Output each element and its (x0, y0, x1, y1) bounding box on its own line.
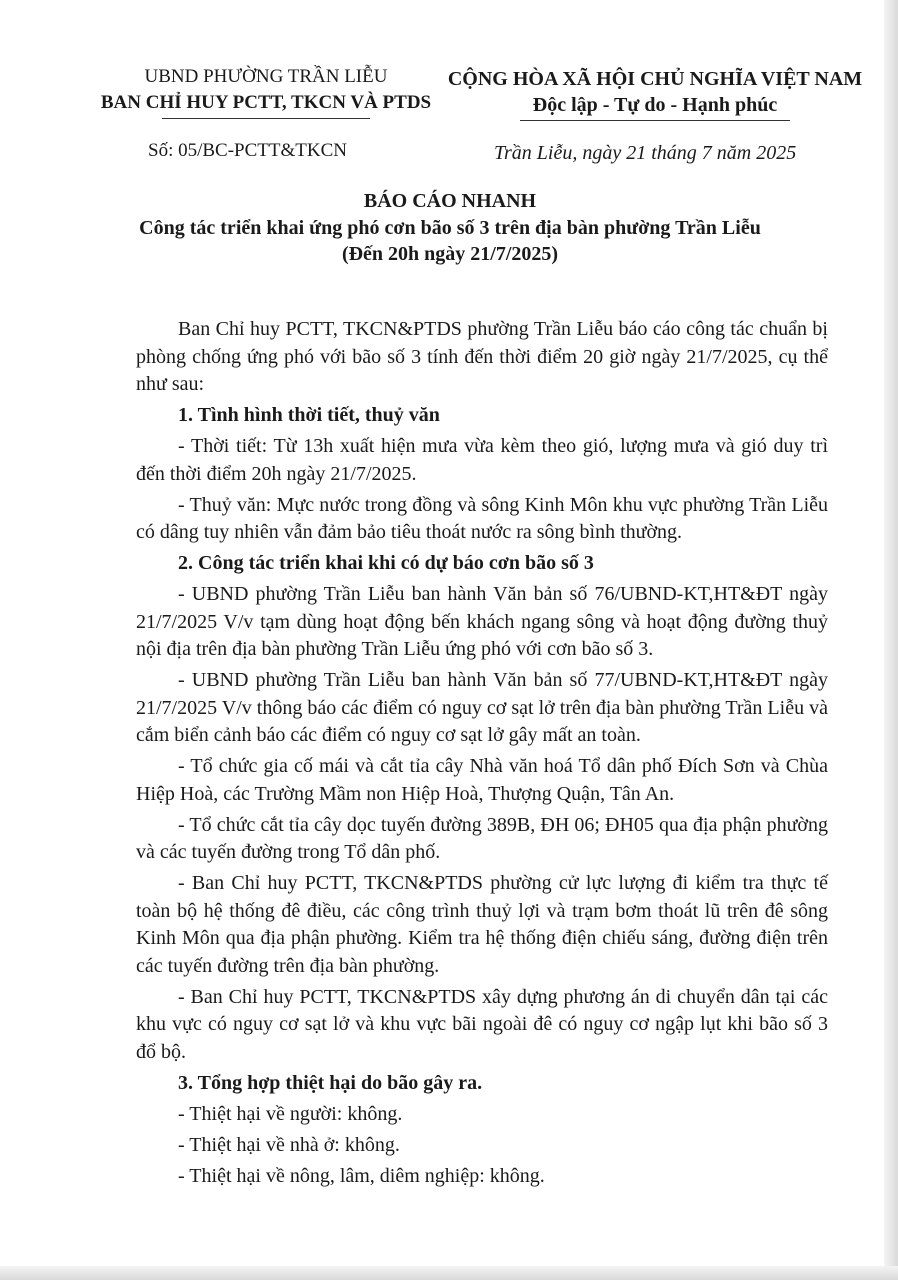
national-motto: Độc lập - Tự do - Hạnh phúc (532, 94, 778, 116)
page-shadow-bottom (0, 1266, 898, 1280)
hydrology-paragraph: - Thuỷ văn: Mực nước trong đồng và sông Kinh Môn khu vực phường Trần Liễu có dâng tuy nhiên vẫn đảm bảo tiêu thoát nước ra sông bình thường. (136, 493, 828, 543)
report-subtitle: Công tác triển khai ứng phó cơn bão số 3 trên địa bàn phường Trần Liễu (139, 217, 761, 239)
damage-agriculture: - Thiệt hại về nông, lâm, diêm nghiệp: không. (178, 1164, 545, 1187)
damage-housing: - Thiệt hại về nhà ở: không. (178, 1133, 400, 1156)
issuing-authority: UBND PHƯỜNG TRẦN LIỄU (144, 66, 388, 87)
document-number: Số: 05/BC-PCTT&TKCN (148, 140, 347, 161)
evacuation-paragraph: - Ban Chỉ huy PCTT, TKCN&PTDS xây dựng phương án di chuyển dân tại các khu vực có nguy cơ sạt lở và khu vực bãi ngoài đê có nguy cơ ngập lụt khi bão số 3 đổ bộ. (136, 985, 828, 1063)
weather-paragraph: - Thời tiết: Từ 13h xuất hiện mưa vừa kèm theo gió, lượng mưa và gió duy trì đến thời điểm 20h ngày 21/7/2025. (136, 435, 828, 485)
section-2-heading: 2. Công tác triển khai khi có dự báo cơn bão số 3 (178, 552, 594, 574)
reinforcement-paragraph: - Tổ chức gia cố mái và cắt tỉa cây Nhà văn hoá Tổ dân phố Đích Sơn và Chùa Hiệp Hoà, các Trường Mầm non Hiệp Hoà, Thượng Quận, Tân An. (136, 755, 828, 805)
place-date: Trần Liễu, ngày 21 tháng 7 năm 2025 (494, 142, 797, 164)
doc-77-paragraph: - UBND phường Trần Liễu ban hành Văn bản số 77/UBND-KT,HT&ĐT ngày 21/7/2025 V/v thông báo các điểm có nguy cơ sạt lở trên địa bàn phường Trần Liễu và cắm biển cảnh báo các điểm có nguy cơ sạt lở gây mất an toàn. (136, 669, 828, 746)
inspection-paragraph: - Ban Chỉ huy PCTT, TKCN&PTDS phường cử lực lượng đi kiểm tra thực tế toàn bộ hệ thống đê điều, các công trình thuỷ lợi và trạm bơm thoát lũ trên đê sông Kinh Môn qua địa phận phường. Kiểm tra hệ thống điện chiếu sáng, đường điện trên các tuyến đường trên địa bàn phường. (136, 872, 828, 977)
tree-trimming-paragraph: - Tổ chức cắt tỉa cây dọc tuyến đường 389B, ĐH 06; ĐH05 qua địa phận phường và các tuyến đường trong Tổ dân phố. (136, 813, 828, 863)
header-underline-left (162, 118, 370, 119)
section-1-heading: 1. Tình hình thời tiết, thuỷ văn (178, 404, 440, 426)
header-underline-right (520, 120, 790, 121)
issuing-committee: BAN CHỈ HUY PCTT, TKCN VÀ PTDS (100, 92, 432, 113)
national-title: CỘNG HÒA XÃ HỘI CHỦ NGHĨA VIỆT NAM (447, 68, 863, 90)
section-3-heading: 3. Tổng hợp thiệt hại do bão gây ra. (178, 1071, 483, 1094)
page-shadow-right (884, 0, 898, 1280)
doc-76-paragraph: - UBND phường Trần Liễu ban hành Văn bản số 76/UBND-KT,HT&ĐT ngày 21/7/2025 V/v tạm dùng hoạt động bến khách ngang sông và hoạt động đường thuỷ nội địa trên địa bàn phường Trần Liễu ứng phó với cơn bão số 3. (136, 583, 828, 660)
intro-paragraph: Ban Chỉ huy PCTT, TKCN&PTDS phường Trần Liễu báo cáo công tác chuẩn bị phòng chống ứng phó với bão số 3 tính đến thời điểm 20 giờ ngày 21/7/2025, cụ thể như sau: (136, 318, 828, 395)
report-period: (Đến 20h ngày 21/7/2025) (341, 243, 559, 265)
damage-people: - Thiệt hại về người: không. (178, 1102, 403, 1125)
report-title: BÁO CÁO NHANH (363, 190, 537, 212)
report-body (136, 316, 828, 1194)
